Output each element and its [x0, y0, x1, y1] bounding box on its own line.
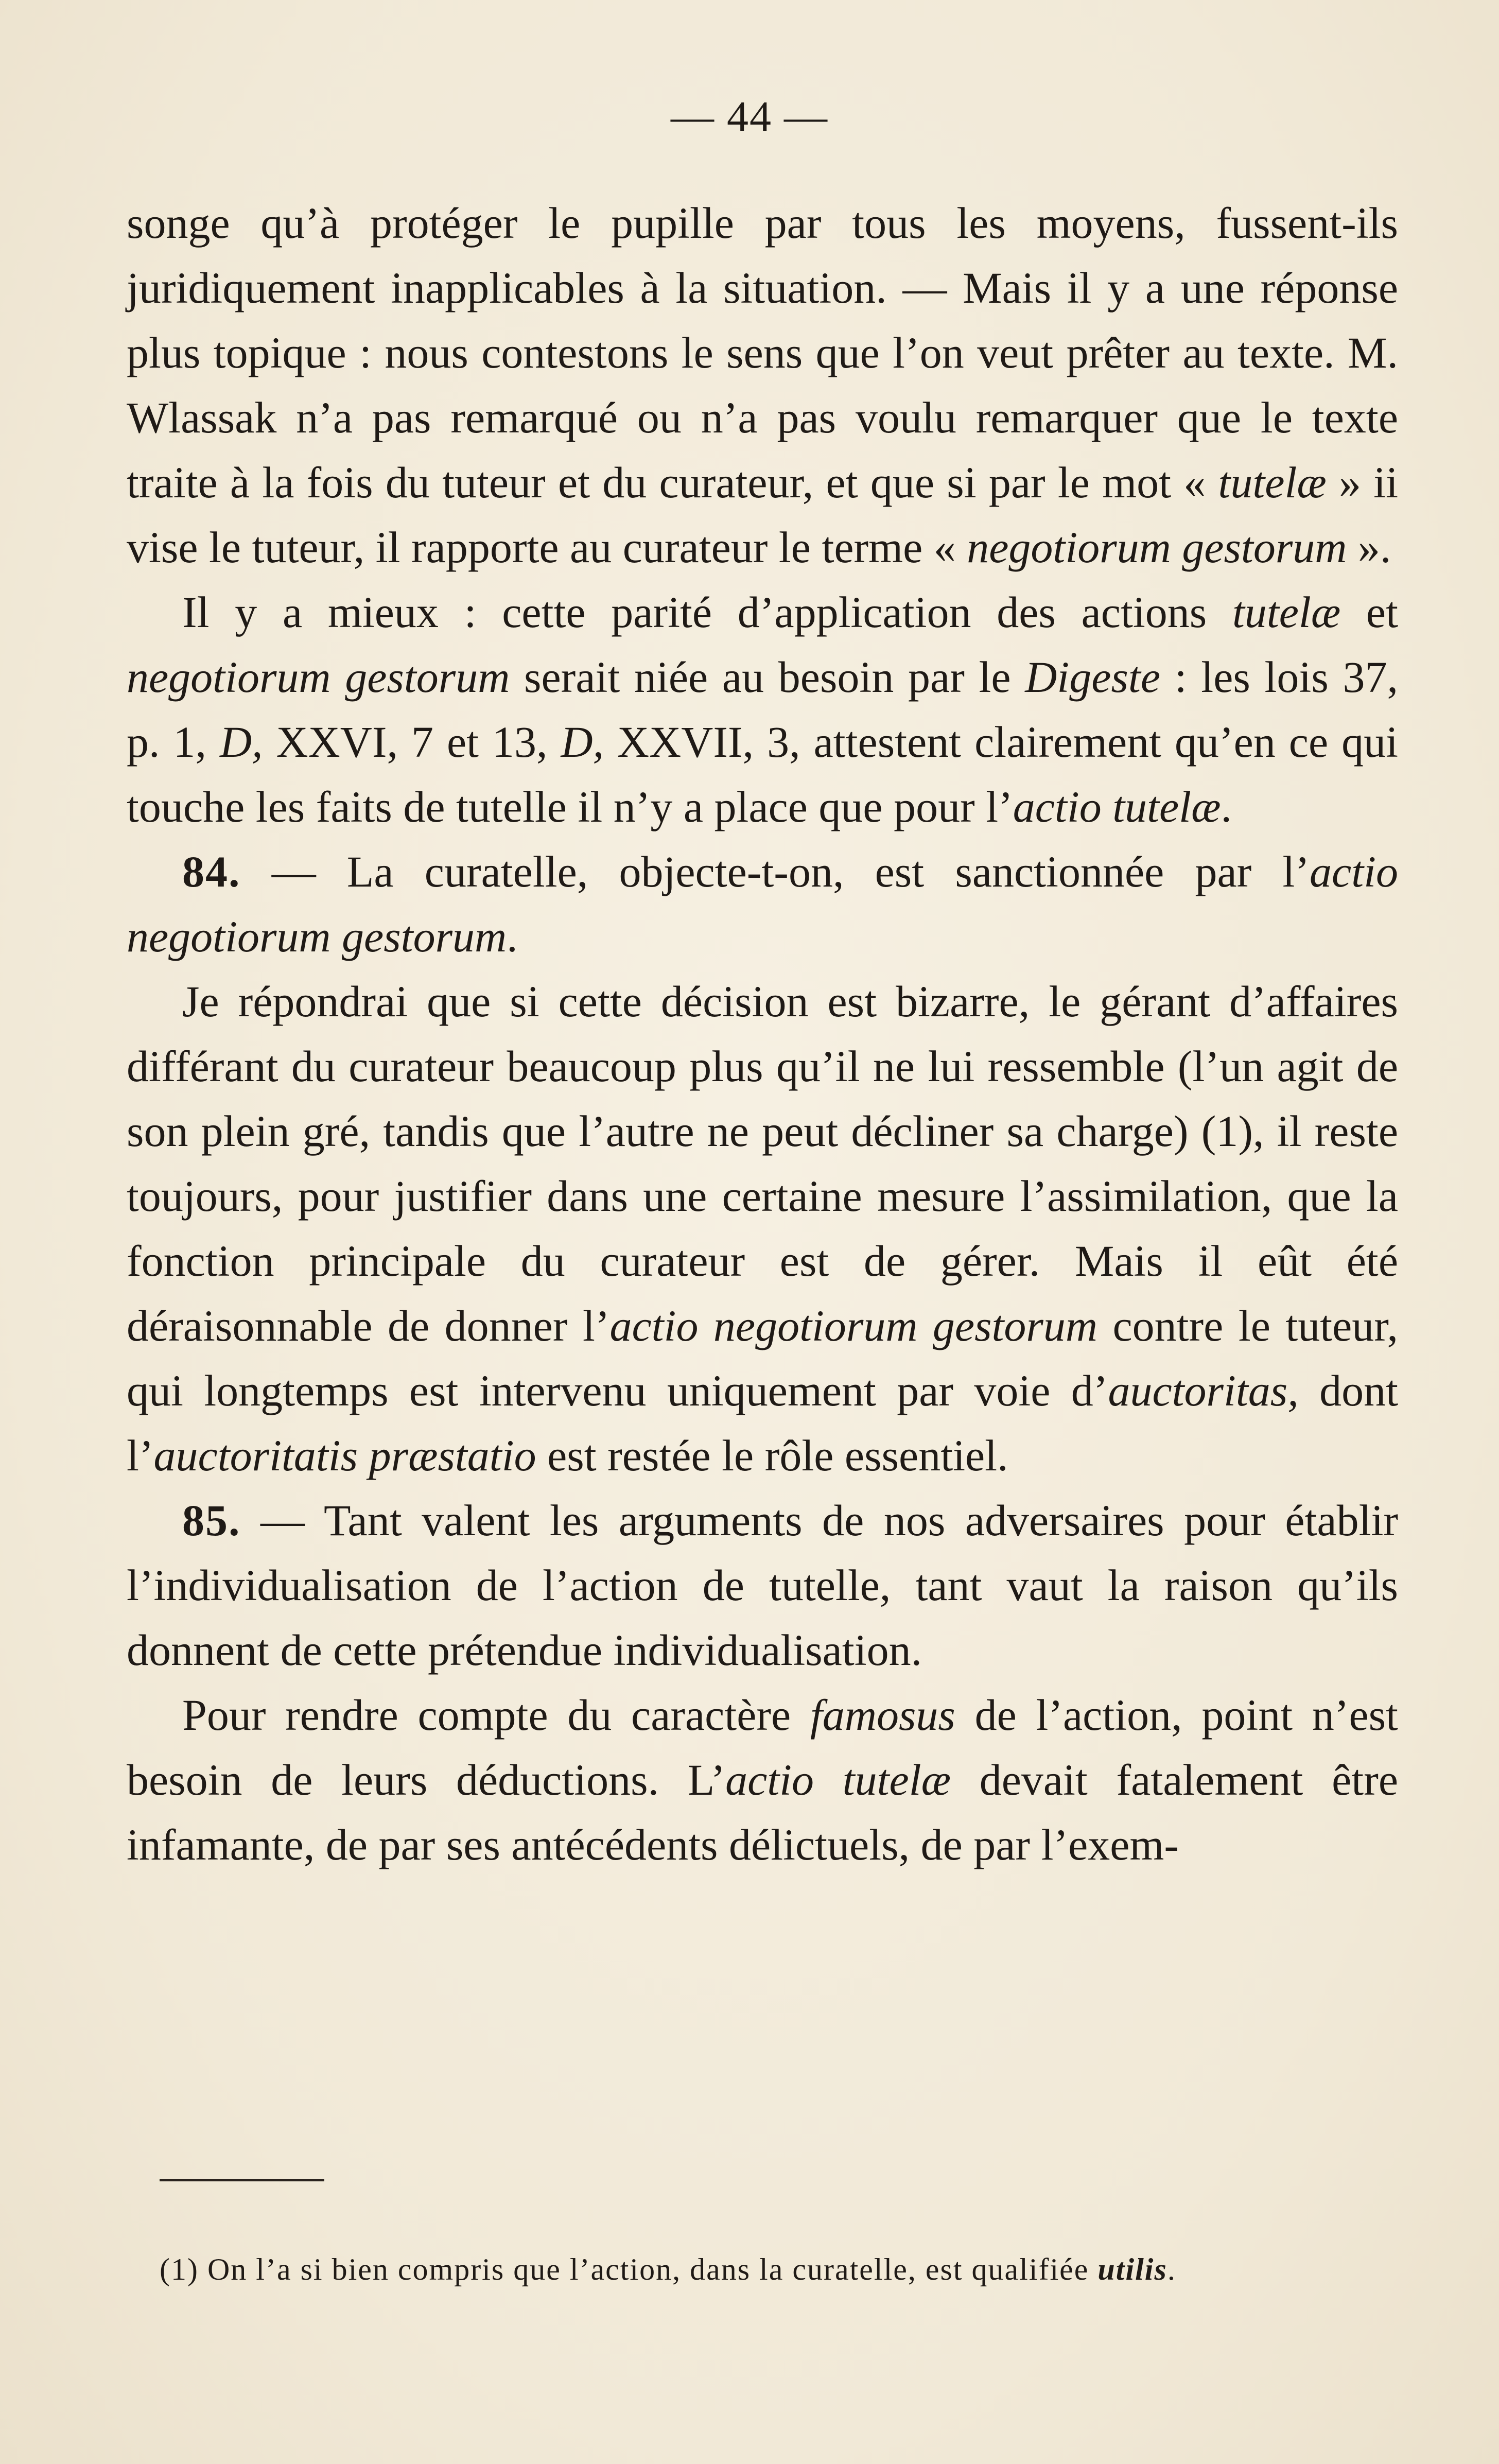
footnote: [160, 2245, 1398, 2294]
italic-term: auctoritatis præstatio: [153, 1431, 536, 1480]
italic-term: Digeste: [1025, 652, 1160, 702]
italic-term: auctoritas,: [1108, 1366, 1299, 1415]
text-run: — Tant valent les arguments de nos adversaires pour établir l’individualisation de l’action de tutelle, tant vaut la raison qu’ils donnent de cette prétendue individualisation.: [127, 1496, 1398, 1675]
body-text: [127, 190, 1398, 1877]
italic-term: actio negotiorum gestorum: [127, 847, 1398, 961]
text-run: devait fatalement être infamante, de par ses antécédents délictuels, de par l’exem-: [127, 1755, 1399, 1869]
italic-term: utilis: [1097, 2252, 1167, 2286]
text-run: de l’action, point n’est besoin de leurs déductions. L’: [127, 1690, 1398, 1804]
text-run: ».: [1347, 523, 1391, 572]
text-run: dont l’: [127, 1366, 1398, 1480]
section-number: 84.: [182, 847, 241, 896]
page-number: — 44 —: [671, 93, 828, 141]
section-number: 85.: [182, 1496, 241, 1545]
italic-term: tutelæ: [1218, 458, 1327, 507]
text-run: est restée le rôle essentiel.: [536, 1431, 1008, 1480]
footnote-rule: [160, 2179, 324, 2181]
text-run: et: [1340, 587, 1398, 637]
footnote-text: .: [1167, 2252, 1176, 2286]
text-run: : les lois 37, p. 1,: [127, 652, 1398, 767]
text-run: contre le tuteur, qui longtemps est intervenu uniquement par voie d’: [127, 1301, 1398, 1415]
text-run: XXVI, 7 et 13,: [263, 717, 561, 767]
italic-term: actio tutelæ: [1013, 782, 1221, 831]
paragraph-5: [127, 1488, 1398, 1682]
italic-term: famosus: [810, 1690, 955, 1740]
text-run: .: [1221, 782, 1232, 831]
text-run: » ii vise le tuteur, il rapporte au curateur le terme «: [127, 458, 1398, 572]
italic-term: D,: [219, 717, 263, 767]
italic-term: D,: [561, 717, 604, 767]
text-run: — La curatelle, objecte-t-on, est sanctionnée par l’: [240, 847, 1310, 896]
text-run: XXVII, 3, attestent clairement qu’en ce qui touche les faits de tutelle il n’y a place que pour l’: [127, 717, 1398, 831]
paragraph-4: [127, 969, 1398, 1488]
italic-term: actio negotiorum gestorum: [609, 1301, 1098, 1350]
paragraph-3: [127, 839, 1398, 969]
text-run: .: [507, 912, 518, 961]
paragraph-6: [127, 1682, 1398, 1877]
italic-term: tutelæ: [1232, 587, 1341, 637]
text-run: serait niée au besoin par le: [510, 652, 1025, 702]
italic-term: negotiorum gestorum: [127, 652, 510, 702]
text-run: Je répondrai que si cette décision est bizarre, le gérant d’affaires différant du curateur beaucoup plus qu’il ne lui ressemble (l’un agit de son plein gré, tandis que l’autre ne peut décliner sa charge) (1), il reste toujours, pour justifier dans une certaine mesure l’assimilation, que la fonction principale du curateur est de gérer. Mais il eût été déraisonnable de donner l’: [127, 977, 1398, 1350]
text-run: Il y a mieux : cette parité d’application des actions: [182, 587, 1232, 637]
text-run: songe qu’à protéger le pupille par tous les moyens, fussent-ils juridiquement inapplicables à la situation. — Mais il y a une réponse plus topique : nous contestons le sens que l’on veut prêter au texte. M. Wlassak n’a pas remarqué ou n’a pas voulu remarquer que le texte traite à la fois du tuteur et du curateur, et que si par le mot «: [127, 198, 1398, 507]
italic-term: negotiorum gestorum: [967, 523, 1347, 572]
footnote-text: (1) On l’a si bien compris que l’action, dans la curatelle, est qualifiée: [160, 2252, 1098, 2286]
text-run: Pour rendre compte du caractère: [182, 1690, 810, 1740]
italic-term: actio tutelæ: [725, 1755, 951, 1804]
paragraph-2: [127, 580, 1398, 839]
paragraph-1: [127, 190, 1398, 580]
